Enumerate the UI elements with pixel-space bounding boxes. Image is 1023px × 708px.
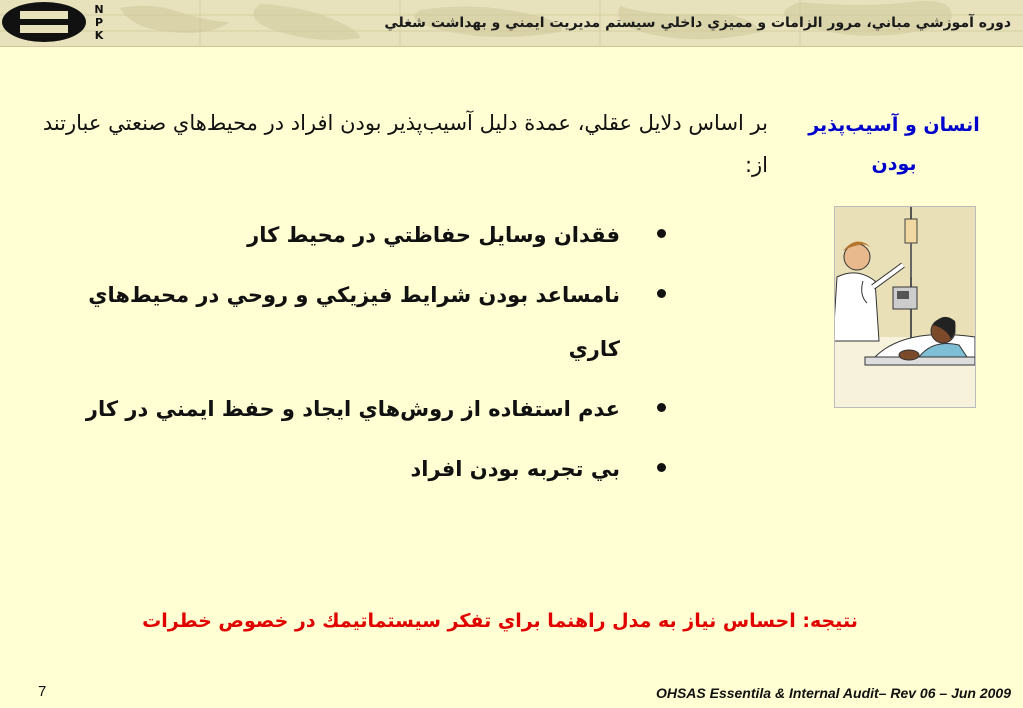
- bullet-text: فقدان وسايل حفاظتي در محيط كار: [247, 223, 620, 247]
- page-number: 7: [38, 683, 47, 700]
- logo-letter-k: K: [94, 29, 104, 42]
- bullet-text: نامساعد بودن شرايط فيزيكي و روحي در محيط‌هاي كاري: [88, 283, 620, 361]
- footer-course-label: OHSAS Essentila & Internal Audit– Rev 06 – Jun 2009: [655, 685, 1011, 701]
- conclusion-text: نتيجه: احساس نياز به مدل راهنما براي تفكر سيستماتيمك در خصوص خطرات: [142, 610, 858, 632]
- bullet-icon: [657, 229, 666, 238]
- bullet-icon: [657, 289, 666, 298]
- bullet-text: بي تجربه بودن افراد: [410, 457, 620, 481]
- list-item: [36, 382, 684, 436]
- logo-letter-p: P: [94, 16, 104, 29]
- course-title: دوره آموزشي مباني، مرور الزامات و مميزي داخلي سيستم مديريت ايمني و بهداشت شغلي: [384, 15, 1011, 31]
- side-heading: انسان و آسيب‌پذير بودن: [808, 114, 980, 175]
- bullet-list: [36, 208, 684, 502]
- nurse-patient-clipart: [834, 206, 976, 408]
- list-item: [36, 268, 684, 376]
- logo-letter-n: N: [94, 3, 104, 16]
- logo-letters: [92, 3, 106, 42]
- bullet-icon: [657, 403, 666, 412]
- list-item: [36, 442, 684, 496]
- npk-logo: [0, 0, 92, 46]
- bullet-text: عدم استفاده از روش‌هاي ايجاد و حفظ ايمني در كار: [85, 397, 620, 421]
- list-item: [36, 208, 684, 262]
- intro-paragraph: بر اساس دلايل عقلي، عمدة دليل آسيب‌پذير بودن افراد در محيط‌هاي صنعتي عبارتند از:: [42, 111, 768, 177]
- bullet-icon: [657, 463, 666, 472]
- header-bar: [0, 0, 1023, 47]
